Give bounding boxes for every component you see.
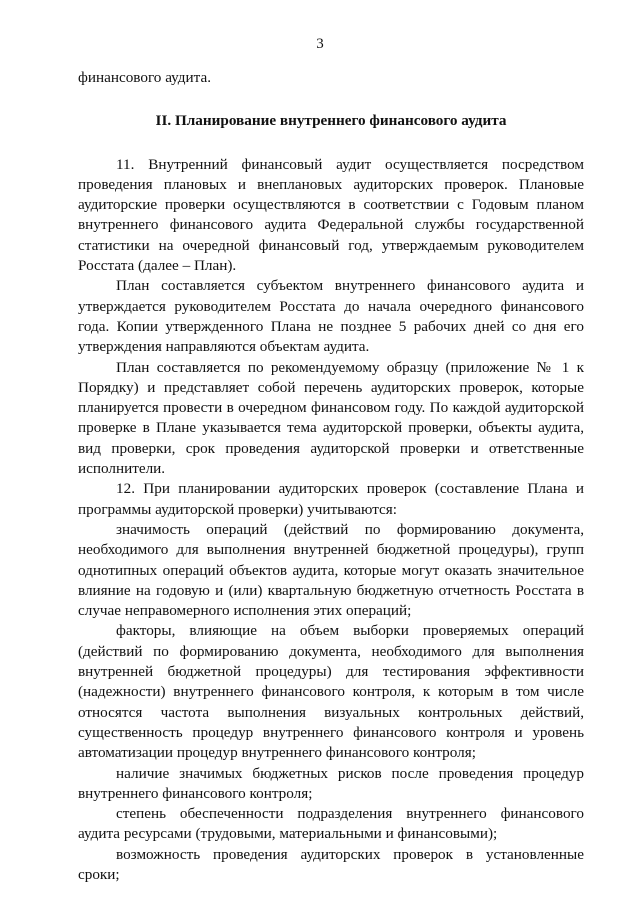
page-number: 3 xyxy=(316,36,324,52)
paragraph-11: 11. Внутренний финансовый аудит осуществляется посредством проведения плановых и внеплановых аудиторских проверок. Плановые аудиторские проверки осуществляются в соответствии с Годовым планом внутреннего финансового аудита Федеральной службы государственной статистики на очередной финансовый год, утверждаемым руководителем Росстата (далее – План). xyxy=(78,155,584,275)
list-item-deadlines: возможность проведения аудиторских проверок в установленные сроки; xyxy=(78,845,584,883)
paragraph-12: 12. При планировании аудиторских проверок (составление Плана и программы аудиторской проверки) учитываются: xyxy=(78,480,584,518)
section-heading: II. Планирование внутреннего финансового аудита xyxy=(155,112,507,130)
list-item-risks: наличие значимых бюджетных рисков после проведения процедур внутреннего финансового контроля; xyxy=(78,764,584,802)
list-item-significance: значимость операций (действий по формированию документа, необходимого для выполнения внутренней бюджетной процедуры), групп однотипных операций объектов аудита, которые могут оказать значительное влияние на годовую и (или) квартальную бюджетную отчетность Росстата в случае неправомерного исполнения этих операций; xyxy=(78,520,584,620)
intro-tail: финансового аудита. xyxy=(78,69,212,86)
list-item-factors: факторы, влияющие на объем выборки проверяемых операций (действий по формированию документа, необходимого для выполнения внутренней бюджетной процедуры) для тестирования эффективности (надежности) внутреннего финансового контроля, к которым в том числе относятся частота выполнения визуальных контрольных действий, существенность процедур внутреннего финансового контроля и уровень автоматизации процедур внутреннего финансового контроля; xyxy=(78,622,584,762)
paragraph-plan-template: План составляется по рекомендуемому образцу (приложение № 1 к Порядку) и представляет собой перечень аудиторских проверок, которые планируется провести в очередном финансовом году. По каждой аудиторской проверке в Плане указывается тема аудиторской проверки, объекты аудита, вид проверки, срок проведения аудиторской проверки и ответственные исполнители. xyxy=(78,358,584,478)
document-body xyxy=(78,68,584,885)
list-item-resources: степень обеспеченности подразделения внутреннего финансового аудита ресурсами (трудовыми, материальными и финансовыми); xyxy=(78,805,584,843)
paragraph-plan-approval: План составляется субъектом внутреннего финансового аудита и утверждается руководителем Росстата до начала очередного финансового года. Копии утвержденного Плана не позднее 5 рабочих дней со дня его утверждения направляются объектам аудита. xyxy=(78,277,584,356)
